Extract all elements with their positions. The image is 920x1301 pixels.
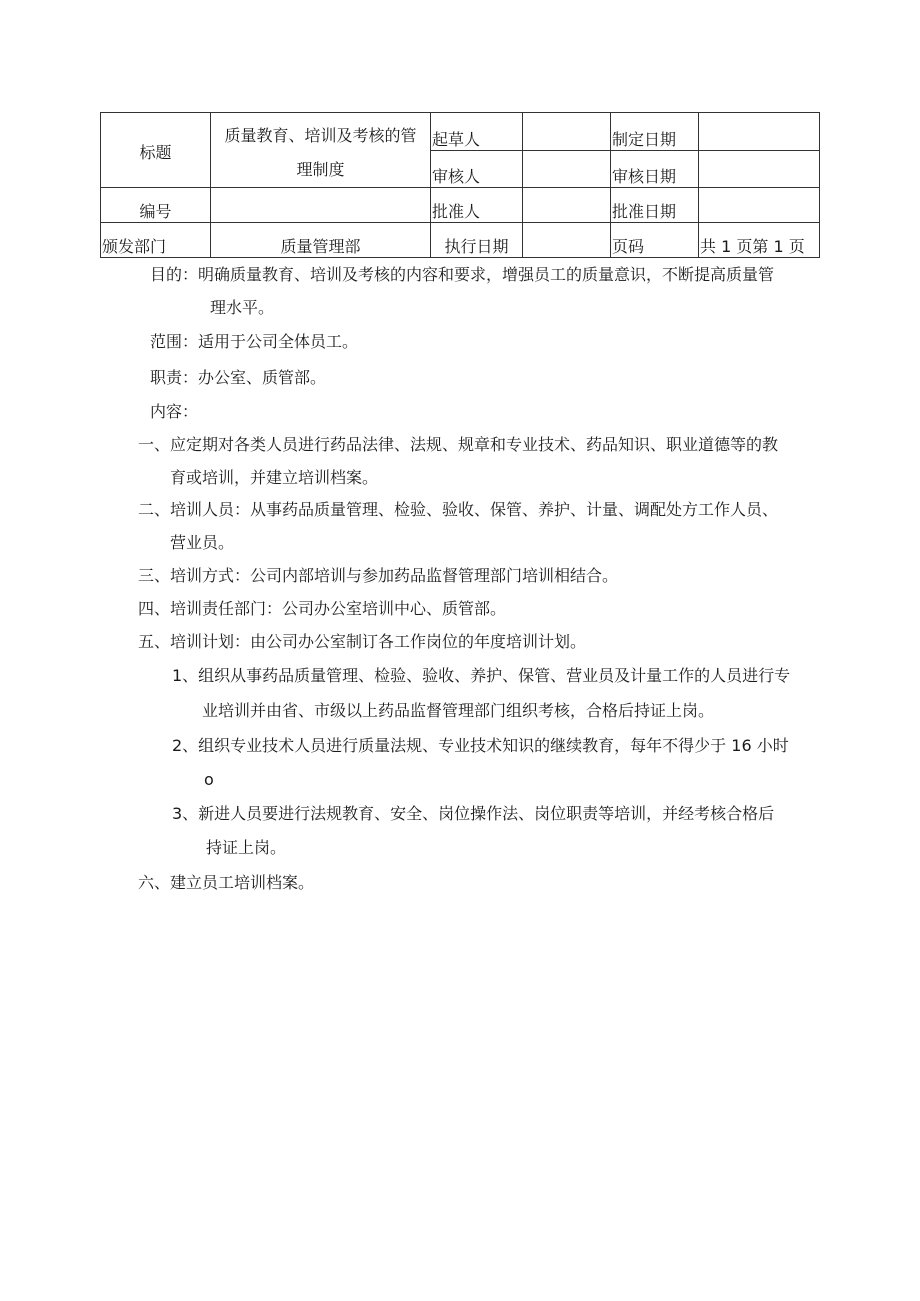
approve-date-label: 批准日期 xyxy=(611,188,699,223)
item2-line2: 营业员。 xyxy=(170,533,235,552)
review-date-value xyxy=(699,150,820,188)
header-row-4 xyxy=(101,223,820,258)
purpose-line1: 目的：明确质量教育、培训及考核的内容和要求，增强员工的质量意识，不断提高质量管 xyxy=(150,265,775,284)
scope-line: 范围：适用于公司全体员工。 xyxy=(150,332,359,351)
page-value: 共 1 页第 1 页 xyxy=(699,223,820,258)
header-row-3 xyxy=(101,188,820,223)
content-heading: 内容： xyxy=(150,402,199,421)
item5-line: 五、培训计划：由公司办公室制订各工作岗位的年度培训计划。 xyxy=(138,632,587,651)
sub2-line1: 2、组织专业技术人员进行质量法规、专业技术知识的继续教育，每年不得少于 16 小时 xyxy=(172,736,789,755)
item3-line: 三、培训方式：公司内部培训与参加药品监督管理部门培训相结合。 xyxy=(138,566,619,585)
sub3-line2: 持证上岗。 xyxy=(206,838,287,857)
title-value-line2: 理制度 xyxy=(296,160,345,179)
drafter-label: 起草人 xyxy=(431,113,523,151)
effective-date-value xyxy=(523,223,611,258)
issuing-dept-value: 质量管理部 xyxy=(211,223,431,258)
item2-line1: 二、培训人员：从事药品质量管理、检验、验收、保管、养护、计量、调配处方工作人员、 xyxy=(138,500,779,519)
item1-line2: 育或培训，并建立培训档案。 xyxy=(170,468,379,487)
purpose-line2: 理水平。 xyxy=(210,298,275,317)
item1-line1: 一、应定期对各类人员进行药品法律、法规、规章和专业技术、药品知识、职业道德等的教 xyxy=(138,435,779,454)
approve-date-value xyxy=(699,188,820,223)
sub3-line1: 3、新进人员要进行法规教育、安全、岗位操作法、岗位职责等培训，并经考核合格后 xyxy=(172,804,775,823)
issuing-dept-label: 颁发部门 xyxy=(101,223,211,258)
item6-line: 六、建立员工培训档案。 xyxy=(138,873,315,892)
duty-line: 职责：办公室、质管部。 xyxy=(150,368,327,387)
sub1-line1: 1、组织从事药品质量管理、检验、验收、养护、保管、营业员及计量工作的人员进行专 xyxy=(172,666,791,685)
title-value-line1: 质量教育、培训及考核的管 xyxy=(224,126,417,145)
page-label: 页码 xyxy=(611,223,699,258)
sub2-line2: o xyxy=(204,770,214,789)
approver-label: 批准人 xyxy=(431,188,523,223)
drafter-value xyxy=(523,113,611,151)
number-label: 编号 xyxy=(101,188,211,223)
number-value xyxy=(211,188,431,223)
effective-date-label: 执行日期 xyxy=(431,223,523,258)
title-value xyxy=(211,113,431,188)
made-date-label: 制定日期 xyxy=(611,113,699,151)
review-date-label: 审核日期 xyxy=(611,150,699,188)
item4-line: 四、培训责任部门：公司办公室培训中心、质管部。 xyxy=(138,599,507,618)
sub1-line2: 业培训并由省、市级以上药品监督管理部门组织考核，合格后持证上岗。 xyxy=(202,701,715,720)
approver-value xyxy=(523,188,611,223)
reviewer-label: 审核人 xyxy=(431,150,523,188)
title-label: 标题 xyxy=(101,113,211,188)
made-date-value xyxy=(699,113,820,151)
document-header-table xyxy=(100,112,820,258)
header-row-1 xyxy=(101,113,820,151)
reviewer-value xyxy=(523,150,611,188)
